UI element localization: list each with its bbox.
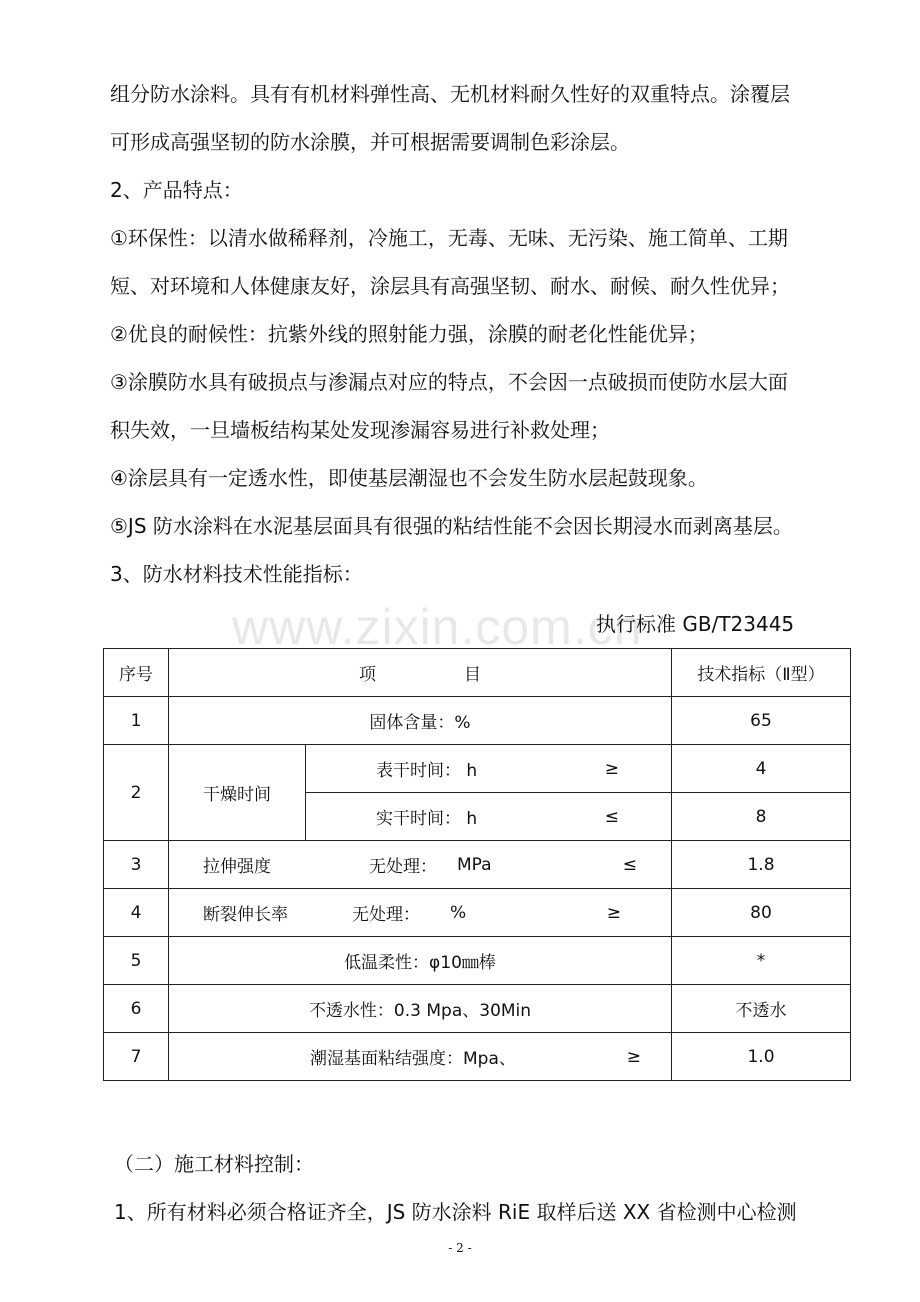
row-no: 4 [104,889,169,937]
row-no: 1 [104,697,169,745]
standard-reference: 执行标准 GB/T23445 [596,612,795,636]
row-item-sign: ≤ [622,854,637,875]
text-line: ②优良的耐候性：抗紫外线的照射能力强，涂膜的耐老化性能优异； [110,322,708,346]
text-line: 积失效，一旦墙板结构某处发现渗漏容易进行补救处理； [110,418,610,442]
row-item-sign: ≥ [606,902,621,923]
table-row [104,1033,851,1081]
intro-paragraph [110,70,855,166]
table-row [104,889,851,937]
row-item [169,841,672,889]
text-line: ①环保性：以清水做稀释剂，冷施工，无毒、无味、无污染、施工简单、工期 [110,226,788,250]
text-line: 短、对环境和人体健康友好，涂层具有高强坚韧、耐水、耐候、耐久性优异； [110,274,790,298]
section-heading: 2、产品特点： [110,178,243,202]
subitem-sign: ≤ [604,806,619,827]
row-no: 7 [104,1033,169,1081]
row-value: 不透水 [672,985,851,1033]
text-line: 组分防水涂料。具有有机材料弹性高、无机材料耐久性好的双重特点。涂覆层 [110,82,790,106]
row-item: 不透水性：0.3 Mpa、30Min [169,985,672,1033]
text-line: 1、所有材料必须合格证齐全，JS 防水涂料 RiE 取样后送 XX 省检测中心检测 [114,1200,797,1224]
subitem-label: 实干时间： h [376,809,478,829]
row-subitem [306,793,672,841]
watermark: www.zixin.com.cn [232,599,643,655]
row-item-name: 拉伸强度 [203,857,271,877]
row-group: 干燥时间 [169,745,306,841]
table-row [104,697,851,745]
row-value: 80 [672,889,851,937]
table-row [104,745,851,793]
row-item [169,1033,672,1081]
row-item-name: 潮湿基面粘结强度：Mpa、 [310,1049,516,1069]
table-row [104,937,851,985]
subitem-label: 表干时间： h [376,761,478,781]
table-row [104,841,851,889]
row-value: 1.8 [672,841,851,889]
page-number: - 2 - [448,1241,472,1255]
row-item-cond: 无处理： [369,857,437,877]
header-no: 序号 [104,649,169,697]
text-line: 可形成高强坚韧的防水涂膜，并可根据需要调制色彩涂层。 [110,130,630,154]
row-item-sign: ≥ [626,1046,641,1067]
section-heading: 3、防水材料技术性能指标： [110,562,363,586]
row-value: 65 [672,697,851,745]
row-item: 低温柔性：φ10㎜棒 [169,937,672,985]
table-row [104,985,851,1033]
table-header-row [104,649,851,697]
row-item-unit: % [450,902,467,923]
header-index: 技术指标（Ⅱ型） [672,649,851,697]
row-item [169,889,672,937]
text-line: ⑤JS 防水涂料在水泥基层面具有很强的粘结性能不会因长期浸水而剥离基层。 [110,514,793,538]
row-no: 3 [104,841,169,889]
row-value: 8 [672,793,851,841]
row-no: 2 [104,745,169,841]
text-line: ③涂膜防水具有破损点与渗漏点对应的特点，不会因一点破损而使防水层大面 [110,370,788,394]
row-no: 6 [104,985,169,1033]
section-heading: （二）施工材料控制： [114,1152,314,1176]
row-subitem [306,745,672,793]
row-item-unit: MPa [457,854,492,875]
row-item-name: 断裂伸长率 [203,905,288,925]
subitem-sign: ≥ [604,758,619,779]
header-item-a: 项 [359,665,376,685]
features-section [110,166,855,598]
spec-table [103,648,851,1081]
row-value: 4 [672,745,851,793]
header-item [169,649,672,697]
row-item-cond: 无处理： [352,905,420,925]
text-line: ④涂层具有一定透水性，即使基层潮湿也不会发生防水层起鼓现象。 [110,466,708,490]
row-value: 1.0 [672,1033,851,1081]
row-item: 固体含量：% [169,697,672,745]
header-item-b: 目 [464,665,481,685]
row-value: * [672,937,851,985]
row-no: 5 [104,937,169,985]
